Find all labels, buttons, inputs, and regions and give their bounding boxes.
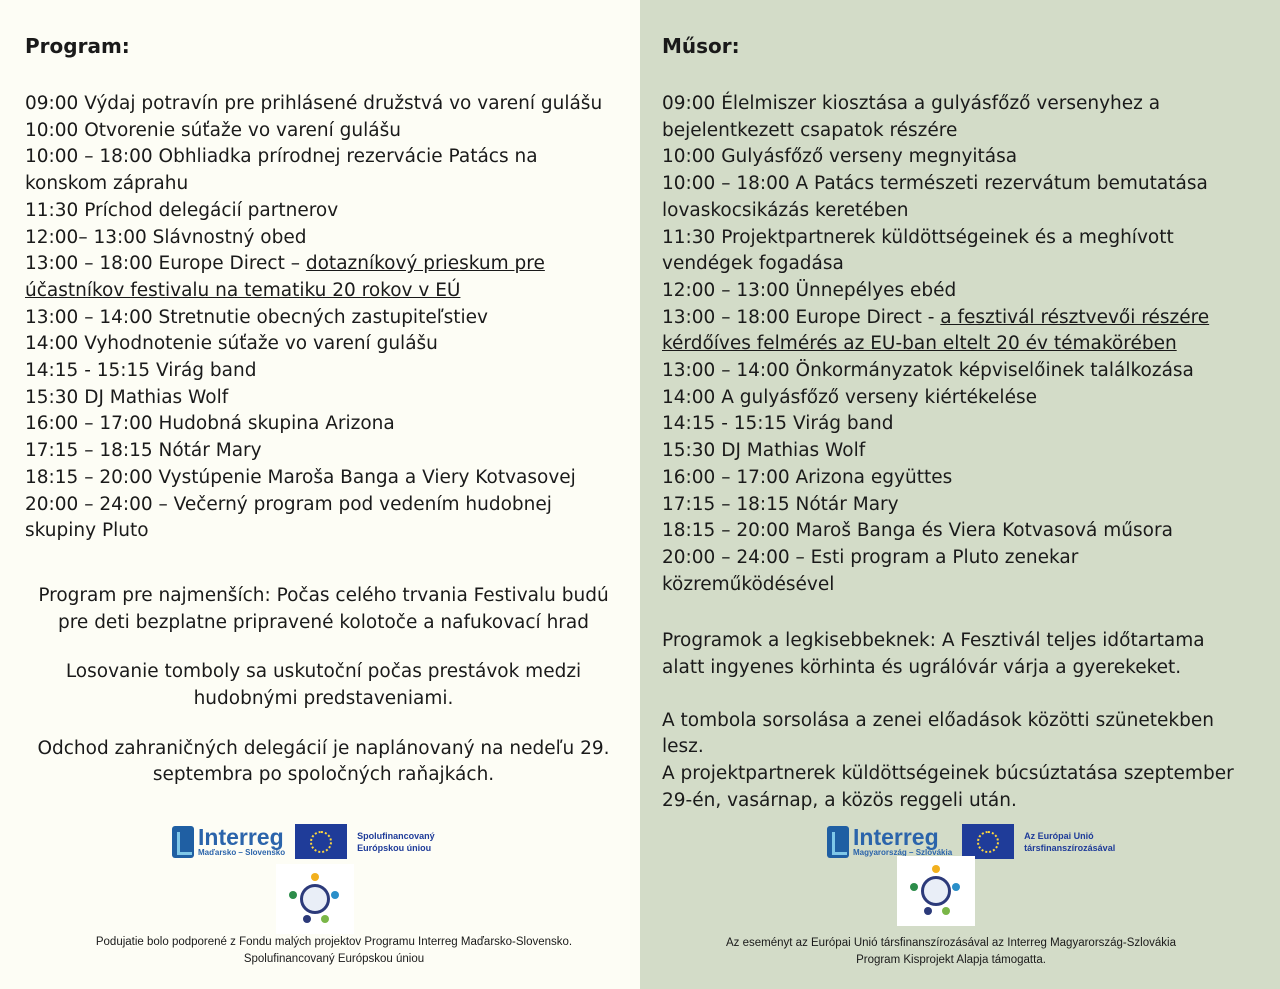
eu-text-line: Európskou úniou (357, 842, 432, 853)
program-title: Program: (25, 34, 130, 58)
eu-cofinanced-text (357, 830, 435, 854)
festival-logo-icon (276, 864, 354, 934)
schedule-item: 17:15 – 18:15 Nótár Mary (25, 440, 262, 462)
schedule-item: 14:00 Vyhodnotenie súťaže vo varení gulášu (25, 333, 438, 355)
schedule-item: 09:00 Výdaj potravín pre prihlásené družstvá vo varení gulášu (25, 93, 603, 114)
schedule-item-europe-direct (25, 251, 622, 304)
schedule-item: 13:00 – 14:00 Stretnutie obecných zastupiteľstiev (25, 306, 489, 328)
schedule-item: 14:15 - 15:15 Virág band (662, 413, 894, 435)
hungarian-column (640, 0, 1280, 989)
festival-logo-icon (897, 856, 975, 926)
schedule-list (25, 91, 622, 545)
interreg-logo-subtitle: Maďarsko – Slovensko (198, 847, 286, 857)
schedule-item: 13:00 – 14:00 Önkormányzatok képviselőinek találkozása (662, 360, 1194, 382)
schedule-item-prefix: 13:00 – 18:00 Europe Direct - (662, 306, 941, 328)
schedule-item: 17:15 – 18:15 Nótár Mary (662, 493, 899, 515)
schedule-item-prefix: 13:00 – 18:00 Europe Direct – (25, 253, 306, 275)
schedule-item: 16:00 – 17:00 Hudobná skupina Arizona (25, 413, 395, 435)
schedule-item: 10:00 – 18:00 Obhliadka prírodnej rezervácie Patács na konskom záprahu (25, 146, 538, 195)
footer-line: Az eseményt az Európai Unió társfinanszírozásával az Interreg Magyarország-Szlovákia (726, 937, 1176, 949)
schedule-item: 18:15 – 20:00 Maroš Banga és Viera Kotvasová műsora (662, 520, 1173, 542)
sponsor-logos (827, 824, 1115, 859)
schedule-item: 12:00– 13:00 Slávnostný obed (25, 226, 307, 248)
schedule-item: 10:00 Gulyásfőző verseny megnyitása (662, 146, 1018, 168)
eu-flag-icon (295, 824, 347, 859)
footer-line: Spolufinancovaný Európskou úniou (243, 953, 425, 965)
schedule-item: 16:00 – 17:00 Arizona együttes (662, 466, 953, 488)
kids-program-note: Programok a legkisebbeknek: A Fesztivál teljes időtartama alatt ingyenes körhinta és ugrálóvár várja a gyerekeket. (662, 630, 1205, 679)
interreg-logo-icon (172, 823, 286, 858)
schedule-item: 14:15 - 15:15 Virág band (25, 360, 257, 382)
schedule-item: 20:00 – 24:00 – Esti program a Pluto zenekar közreműködésével (662, 546, 1079, 595)
schedule-item: 11:30 Príchod delegácií partnerov (25, 199, 339, 221)
schedule-item-europe-direct (662, 305, 1240, 358)
schedule-item: 12:00 – 13:00 Ünnepélyes ebéd (662, 279, 957, 301)
schedule-list (662, 91, 1240, 598)
interreg-logo-subtitle: Magyarország – Szlovákia (853, 847, 953, 857)
schedule-item: 11:30 Projektpartnerek küldöttségeinek és a meghívott vendégek fogadása (662, 226, 1174, 275)
schedule-item: 10:00 – 18:00 A Patács természeti rezervátum bemutatása lovaskocsikázás keretében (662, 173, 1208, 221)
tombola-note: Losovanie tomboly sa uskutoční počas prestávok medzi hudobnými predstaveniami. (65, 661, 582, 710)
footer-line: Podujatie bolo podporené z Fondu malých projektov Programu Interreg Maďarsko-Slovensko. (95, 936, 573, 948)
sponsor-logos (172, 824, 435, 859)
musor-title: Műsor: (662, 34, 740, 58)
interreg-logo-icon (827, 823, 953, 858)
eu-cofinanced-text (1024, 830, 1115, 854)
survey-link[interactable]: dotazníkový prieskum pre účastníkov festivalu na tematiku 20 rokov v EÚ (25, 253, 545, 301)
footer-line: Program Kisprojekt Alapja támogatta. (856, 954, 1046, 966)
kids-program-note: Program pre najmenších: Počas celého trvania Festivalu budú pre deti bezplatne pripravené kolotoče a nafukovací hrad (38, 584, 609, 633)
eu-text-line: Spolufinancovaný (357, 830, 435, 841)
schedule-item: 14:00 A gulyásfőző verseny kiértékelése (662, 386, 1037, 408)
eu-text-line: társfinanszírozásával (1024, 842, 1116, 853)
interreg-logo-text: Interreg (198, 823, 284, 850)
schedule-item: 15:30 DJ Mathias Wolf (662, 440, 866, 462)
tombola-and-departure-notes (662, 708, 1240, 815)
footer-note (662, 935, 1240, 969)
footer-note (25, 934, 643, 968)
eu-text-line: Az Európai Unió (1024, 830, 1094, 841)
departure-note: A projektpartnerek küldöttségeinek búcsúztatása szeptember 29-én, vasárnap, a közös reggeli után. (662, 763, 1234, 811)
tombola-note: A tombola sorsolása a zenei előadások közötti szünetekben lesz. (662, 709, 1214, 758)
schedule-item: 20:00 – 24:00 – Večerný program pod vedením hudobnej skupiny Pluto (25, 493, 552, 542)
schedule-item: 09:00 Élelmiszer kiosztása a gulyásfőző versenyhez a bejelentkezett csapatok részére (662, 93, 1161, 141)
schedule-item: 18:15 – 20:00 Vystúpenie Maroša Banga a Viery Kotvasovej (25, 466, 576, 488)
departure-note: Odchod zahraničných delegácií je naplánovaný na nedeľu 29. septembra po spoločných raňajkách. (37, 737, 610, 786)
schedule-item: 10:00 Otvorenie súťaže vo varení gulášu (25, 119, 401, 141)
schedule-item: 15:30 DJ Mathias Wolf (25, 386, 229, 408)
interreg-logo-text: Interreg (853, 823, 939, 850)
survey-link[interactable]: a fesztivál résztvevői részére kérdőíves felmérés az EU-ban eltelt 20 év témakörében (662, 306, 1210, 355)
eu-flag-icon (962, 824, 1014, 859)
